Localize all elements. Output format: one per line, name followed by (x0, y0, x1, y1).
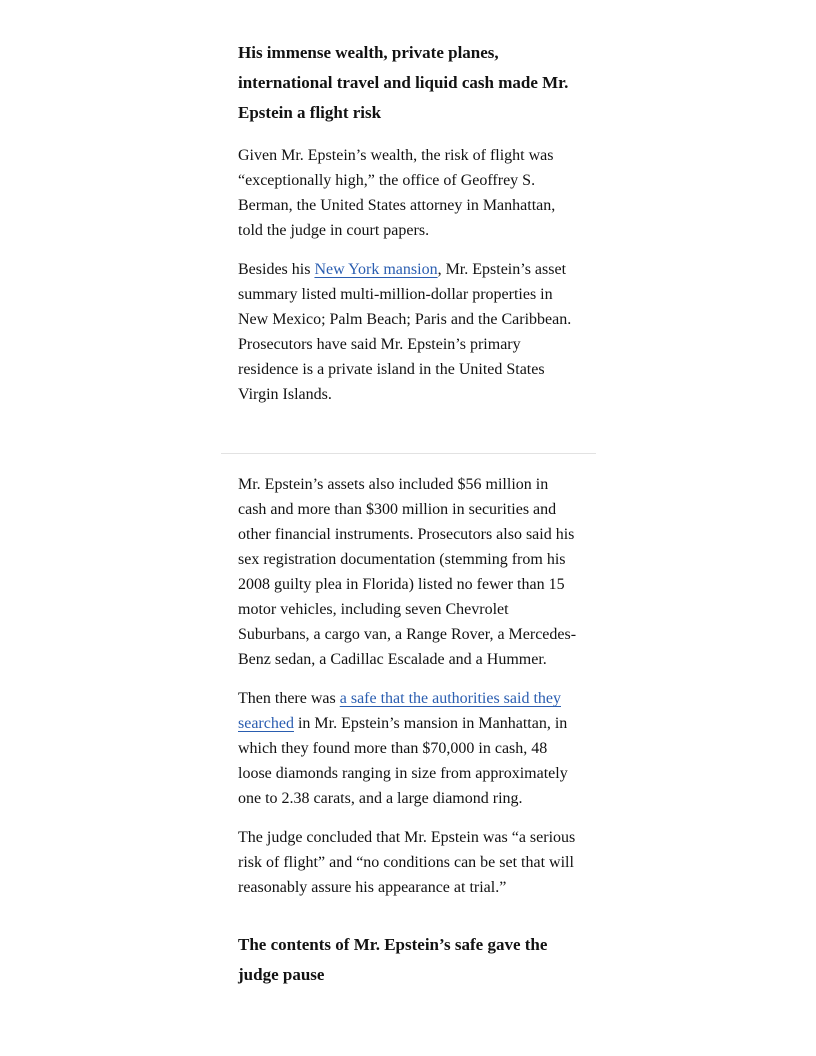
subheading-safe-contents: The contents of Mr. Epstein’s safe gave the judge pause (238, 935, 548, 984)
link-new-york-mansion[interactable]: New York mansion (314, 261, 438, 278)
paragraph-flight-risk: Given Mr. Epstein’s wealth, the risk of flight was “exceptionally high,” the office of Geoffrey S. Berman, the United States attorney in Manhattan, told the judge in court papers. (238, 147, 556, 239)
link-safe-authorities-searched[interactable]: a safe that the authorities said they searched (238, 690, 561, 732)
section-divider (221, 453, 596, 454)
paragraph-text: Besides his (238, 261, 315, 278)
article-section-assets (238, 472, 578, 990)
paragraph-safe (238, 686, 578, 811)
article-section-flight-risk (238, 38, 578, 407)
paragraph-judge-conclusion: The judge concluded that Mr. Epstein was “a serious risk of flight” and “no conditions can be set that will reasonably assure his appearance at trial.” (238, 829, 576, 896)
paragraph-mansion (238, 257, 578, 407)
paragraph-text: , Mr. Epstein’s asset summary listed multi-million-dollar properties in New Mexico; Palm Beach; Paris and the Caribbean. Prosecutors have said Mr. Epstein’s primary residence is a private island in the United States Virgin Islands. (238, 261, 572, 403)
subheading-flight-risk: His immense wealth, private planes, international travel and liquid cash made Mr. Epstein a flight risk (238, 43, 569, 122)
paragraph-text: Then there was (238, 690, 340, 707)
paragraph-text: in Mr. Epstein’s mansion in Manhattan, in which they found more than $70,000 in cash, 48 loose diamonds ranging in size from approximately one to 2.38 carats, and a large diamond ring. (238, 715, 568, 807)
paragraph-assets: Mr. Epstein’s assets also included $56 million in cash and more than $300 million in securities and other financial instruments. Prosecutors also said his sex registration documentation (stemming from his 2008 guilty plea in Florida) listed no fewer than 15 motor vehicles, including seven Chevrolet Suburbans, a cargo van, a Range Rover, a Mercedes-Benz sedan, a Cadillac Escalade and a Hummer. (238, 476, 577, 668)
